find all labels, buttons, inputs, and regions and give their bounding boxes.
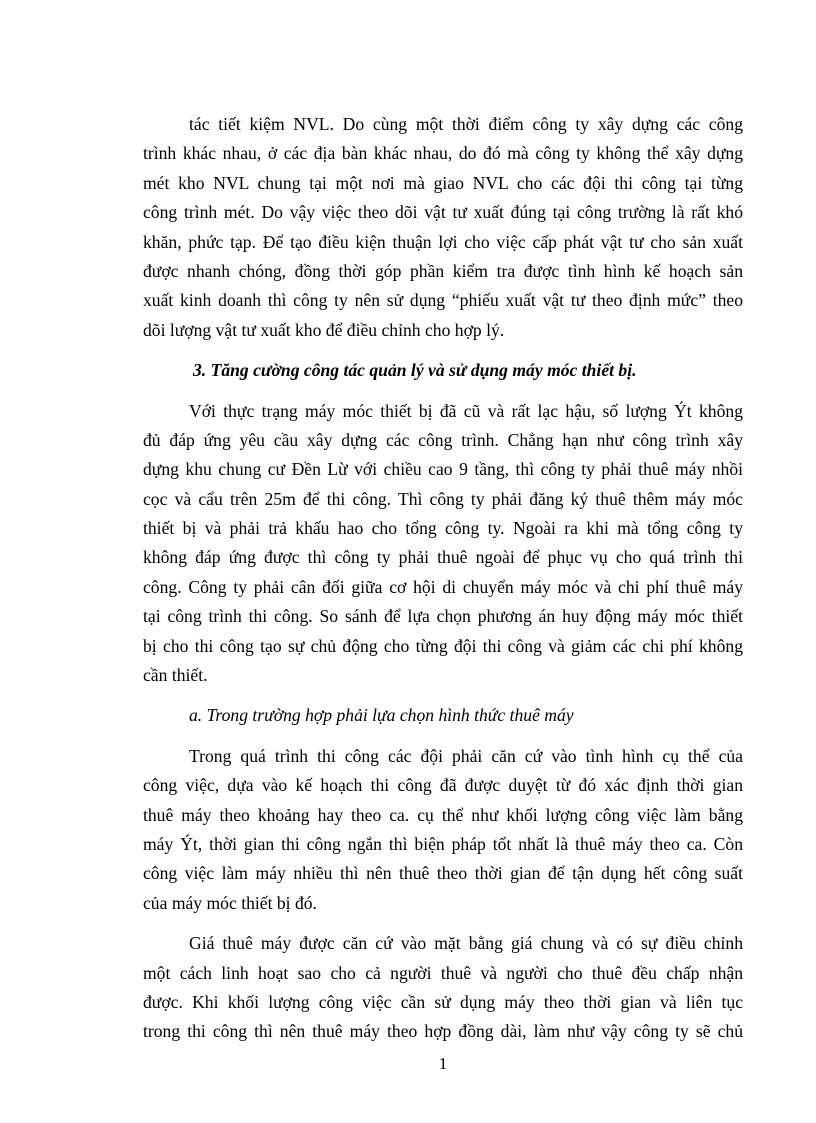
text-line: được. Khi khối lượng công việc cần sử dụng máy theo thời gian và liên tục <box>143 991 743 1012</box>
text-line: công trình mét. Do vậy việc theo dõi vật tư xuất đúng tại công trường là rất khó <box>143 202 743 223</box>
text-line: của máy móc thiết bị đó. <box>143 892 317 913</box>
text-line: một cách linh hoạt sao cho cả người thuê và người cho thuê đều chấp nhận <box>143 962 743 983</box>
text-line: trình khác nhau, ở các địa bàn khác nhau, do đó mà công ty không thể xây dựng <box>143 143 743 164</box>
text-line: bị cho thi công tạo sự chủ động cho từng đội thi công và giảm các chi phí không <box>143 635 743 656</box>
text-line: trong thi công thì nên thuê máy theo hợp đồng dài, làm như vậy công ty sẽ chủ <box>143 1021 743 1042</box>
text-line: thiết bị và phải trả khấu hao cho tổng công ty. Ngoài ra khi mà tổng công ty <box>143 518 743 539</box>
text-line: xuất kinh doanh thì công ty nên sử dụng “phiếu xuất vật tư theo định mức” theo <box>143 290 743 311</box>
page-number: 1 <box>438 1054 448 1073</box>
text-line: tại công trình thi công. So sánh để lựa chọn phương án huy động máy móc thiết <box>143 606 743 627</box>
text-line: tác tiết kiệm NVL. Do cùng một thời điểm công ty xây dựng các công <box>189 114 743 134</box>
text-line: được nhanh chóng, đồng thời góp phần kiểm tra được tình hình kế hoạch sản <box>143 260 743 281</box>
paragraph-rental-price <box>143 929 743 1047</box>
text-line: khăn, phức tạp. Để tạo điều kiện thuận lợi cho việc cấp phát vật tư cho sản xuất <box>143 231 743 252</box>
text-line: đủ đáp ứng yêu cầu xây dựng các công trình. Chẳng hạn như công trình xây <box>143 429 743 450</box>
text-line: máy Ýt, thời gian thi công ngắn thì biện pháp tốt nhất là thuê máy theo ca. Còn <box>143 833 743 854</box>
document-body <box>143 110 743 1047</box>
text-line: cần thiết. <box>143 665 208 686</box>
text-line: dõi lượng vật tư xuất kho để điều chỉnh cho hợp lý. <box>143 319 505 340</box>
text-line: công việc làm máy nhiều thì nên thuê theo thời gian để tận dụng hết công suất <box>143 863 743 884</box>
text-line: cọc và cẩu trên 25m để thi công. Thì công ty phải đăng ký thuê thêm máy móc <box>143 488 743 509</box>
text-line: Với thực trạng máy móc thiết bị đã cũ và rất lạc hậu, số lượng Ýt không <box>189 400 743 421</box>
text-line: không đáp ứng được thì công ty phải thuê ngoài để phục vụ cho quá trình thi <box>143 547 743 568</box>
text-line: thuê máy theo khoảng hay theo ca. cụ thể như khối lượng công việc làm bằng <box>143 804 743 825</box>
paragraph-equipment <box>143 397 743 691</box>
paragraph-nvl <box>143 110 743 345</box>
text-line: dựng khu chung cư Đền Lừ với chiều cao 9 tầng, thì công ty phải thuê máy nhồi <box>143 459 743 480</box>
text-line: Trong quá trình thi công các đội phải căn cứ vào tình hình cụ thể của <box>189 745 743 766</box>
text-line: mét kho NVL chung tại một nơi mà giao NVL cho các đội thi công tại từng <box>143 172 743 193</box>
subsection-heading-a: a. Trong trường hợp phải lựa chọn hình thức thuê máy <box>189 705 574 726</box>
paragraph-rental-process <box>143 742 743 918</box>
text-line: Giá thuê máy được căn cứ vào mặt bằng giá chung và có sự điều chỉnh <box>189 933 743 954</box>
section-heading-3: 3. Tăng cường công tác quản lý và sử dụng máy móc thiết bị. <box>193 360 637 381</box>
text-line: công. Công ty phải cân đối giữa cơ hội di chuyển máy móc và chi phí thuê máy <box>143 576 743 597</box>
text-line: công việc, dựa vào kế hoạch thi công đã được duyệt từ đó xác định thời gian <box>143 775 743 796</box>
